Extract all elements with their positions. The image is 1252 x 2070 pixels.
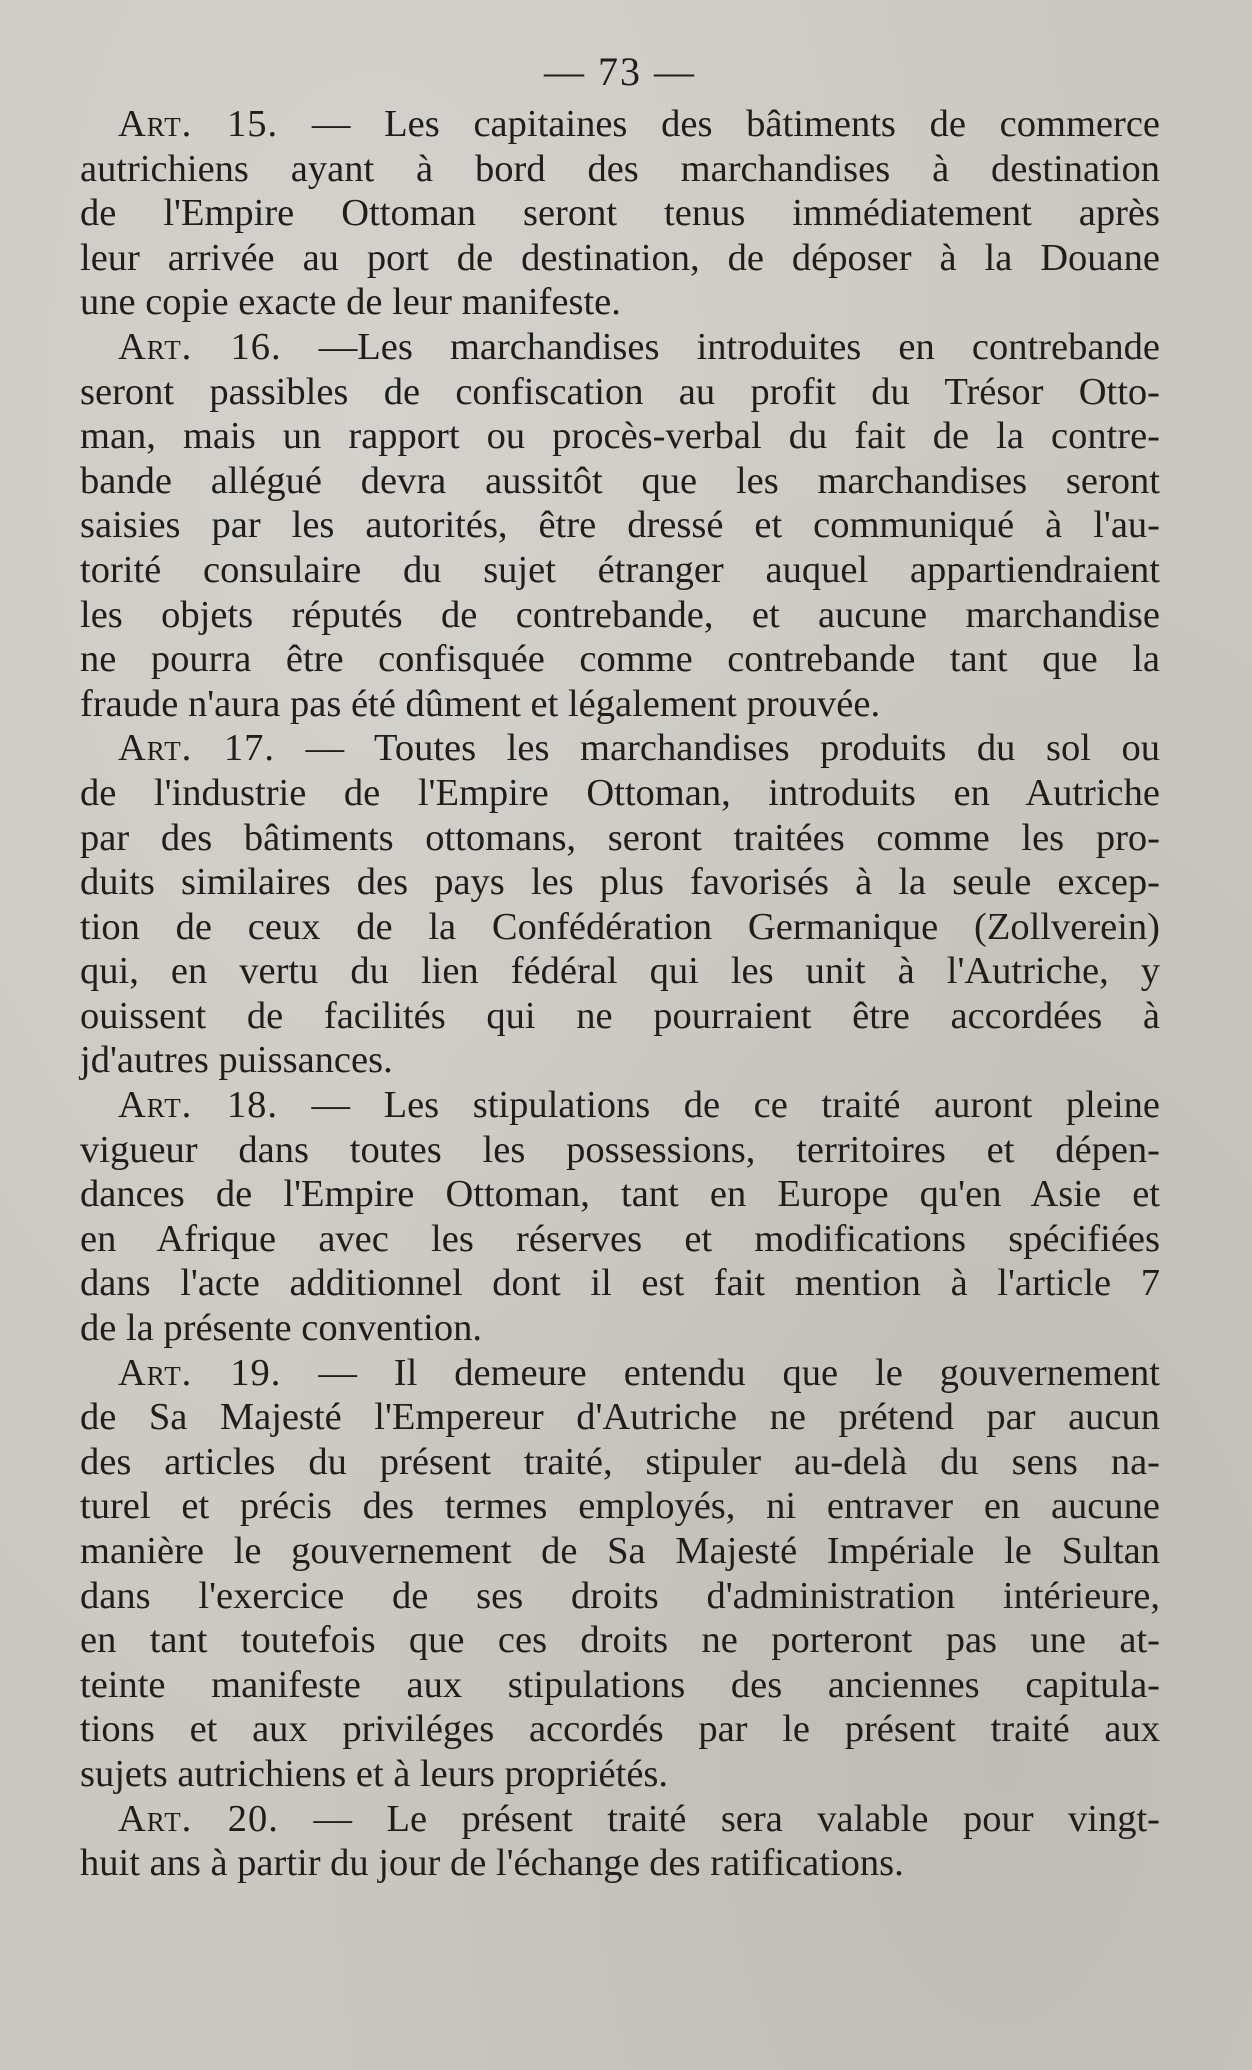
article-line: saisies par les autorités, être dressé et communiqué à l'au- bbox=[80, 504, 1160, 547]
article-first-line bbox=[80, 1351, 1160, 1396]
article-line: jd'autres puissances. bbox=[80, 1039, 393, 1082]
article-line: torité consulaire du sujet étranger auquel appartiendraient bbox=[80, 548, 1160, 591]
article-line: qui, en vertu du lien fédéral qui les unit à l'Autriche, y bbox=[80, 950, 1160, 993]
article-first-line bbox=[80, 325, 1160, 370]
article-line: leur arrivée au port de destination, de déposer à la Douane bbox=[80, 236, 1160, 279]
article-first-line bbox=[80, 102, 1160, 147]
article-line: man, mais un rapport ou procès-verbal du fait de la contre- bbox=[80, 415, 1160, 458]
article-line: duits similaires des pays les plus favorisés à la seule excep- bbox=[80, 861, 1160, 904]
article-line: des articles du présent traité, stipuler au-delà du sens na- bbox=[80, 1440, 1160, 1483]
article-line: ouissent de facilités qui ne pourraient être accordées à bbox=[80, 994, 1160, 1037]
article-text: — Les capitaines des bâtiments de commerce bbox=[311, 103, 1160, 145]
article-20 bbox=[80, 1797, 1160, 1886]
article-label: Art. 17. bbox=[118, 727, 276, 770]
article-text: — Il demeure entendu que le gouvernement bbox=[318, 1351, 1160, 1394]
article-text: — Toutes les marchandises produits du sol ou bbox=[305, 727, 1161, 770]
article-label: Art. 20. bbox=[118, 1797, 279, 1840]
article-line: teinte manifeste aux stipulations des anciennes capitula- bbox=[80, 1663, 1160, 1706]
article-line: en Afrique avec les réserves et modifications spécifiées bbox=[80, 1217, 1160, 1260]
article-17 bbox=[80, 726, 1160, 1083]
article-list bbox=[80, 102, 1160, 1886]
article-line: bande allégué devra aussitôt que les marchandises seront bbox=[80, 459, 1160, 502]
article-line: les objets réputés de contrebande, et aucune marchandise bbox=[80, 593, 1160, 636]
article-label: Art. 19. bbox=[118, 1351, 282, 1394]
article-line: seront passibles de confiscation au profit du Trésor Otto- bbox=[80, 370, 1160, 413]
article-line: manière le gouvernement de Sa Majesté Impériale le Sultan bbox=[80, 1530, 1160, 1572]
article-line: ne pourra être confisquée comme contrebande tant que la bbox=[80, 638, 1160, 681]
article-line: de l'industrie de l'Empire Ottoman, introduits en Autriche bbox=[80, 771, 1160, 814]
article-line: dans l'exercice de ses droits d'administration intérieure, bbox=[80, 1574, 1160, 1617]
article-line: sujets autrichiens et à leurs propriétés. bbox=[80, 1752, 669, 1795]
article-line: turel et précis des termes employés, ni entraver en aucune bbox=[80, 1485, 1160, 1528]
article-19 bbox=[80, 1351, 1160, 1797]
article-text: — Les stipulations de ce traité auront pleine bbox=[311, 1084, 1160, 1127]
article-first-line bbox=[80, 1797, 1160, 1842]
article-line: de Sa Majesté l'Empereur d'Autriche ne prétend par aucun bbox=[80, 1396, 1160, 1439]
article-first-line bbox=[80, 1083, 1160, 1128]
article-line: fraude n'aura pas été dûment et légalement prouvée. bbox=[80, 682, 881, 725]
page-number: — 73 — bbox=[544, 49, 696, 94]
article-line: une copie exacte de leur manifeste. bbox=[80, 281, 621, 324]
article-label: Art. 18. bbox=[118, 1084, 278, 1127]
article-line: tion de ceux de la Confédération Germanique (Zollverein) bbox=[80, 905, 1160, 948]
article-line: en tant toutefois que ces droits ne porteront pas une at- bbox=[80, 1619, 1160, 1662]
article-line: de la présente convention. bbox=[80, 1307, 482, 1350]
article-18 bbox=[80, 1083, 1160, 1351]
article-label: Art. 16. bbox=[118, 325, 282, 368]
article-first-line bbox=[80, 726, 1160, 771]
article-line: autrichiens ayant à bord des marchandises à destination bbox=[80, 147, 1160, 190]
article-line: de l'Empire Ottoman seront tenus immédiatement après bbox=[80, 192, 1160, 235]
article-line: vigueur dans toutes les possessions, territoires et dépen- bbox=[80, 1128, 1160, 1171]
article-line: huit ans à partir du jour de l'échange des ratifications. bbox=[80, 1842, 904, 1885]
article-text: —Les marchandises introduites en contrebande bbox=[318, 325, 1161, 368]
article-line: dances de l'Empire Ottoman, tant en Europe qu'en Asie et bbox=[80, 1173, 1160, 1216]
article-label: Art. 15. bbox=[118, 103, 279, 145]
article-text: — Le présent traité sera valable pour vingt- bbox=[313, 1797, 1161, 1840]
article-15 bbox=[80, 102, 1160, 325]
article-line: tions et aux priviléges accordés par le présent traité aux bbox=[80, 1708, 1160, 1751]
article-16 bbox=[80, 325, 1160, 726]
article-line: par des bâtiments ottomans, seront traitées comme les pro- bbox=[80, 816, 1160, 859]
article-line: dans l'acte additionnel dont il est fait mention à l'article 7 bbox=[80, 1262, 1160, 1305]
